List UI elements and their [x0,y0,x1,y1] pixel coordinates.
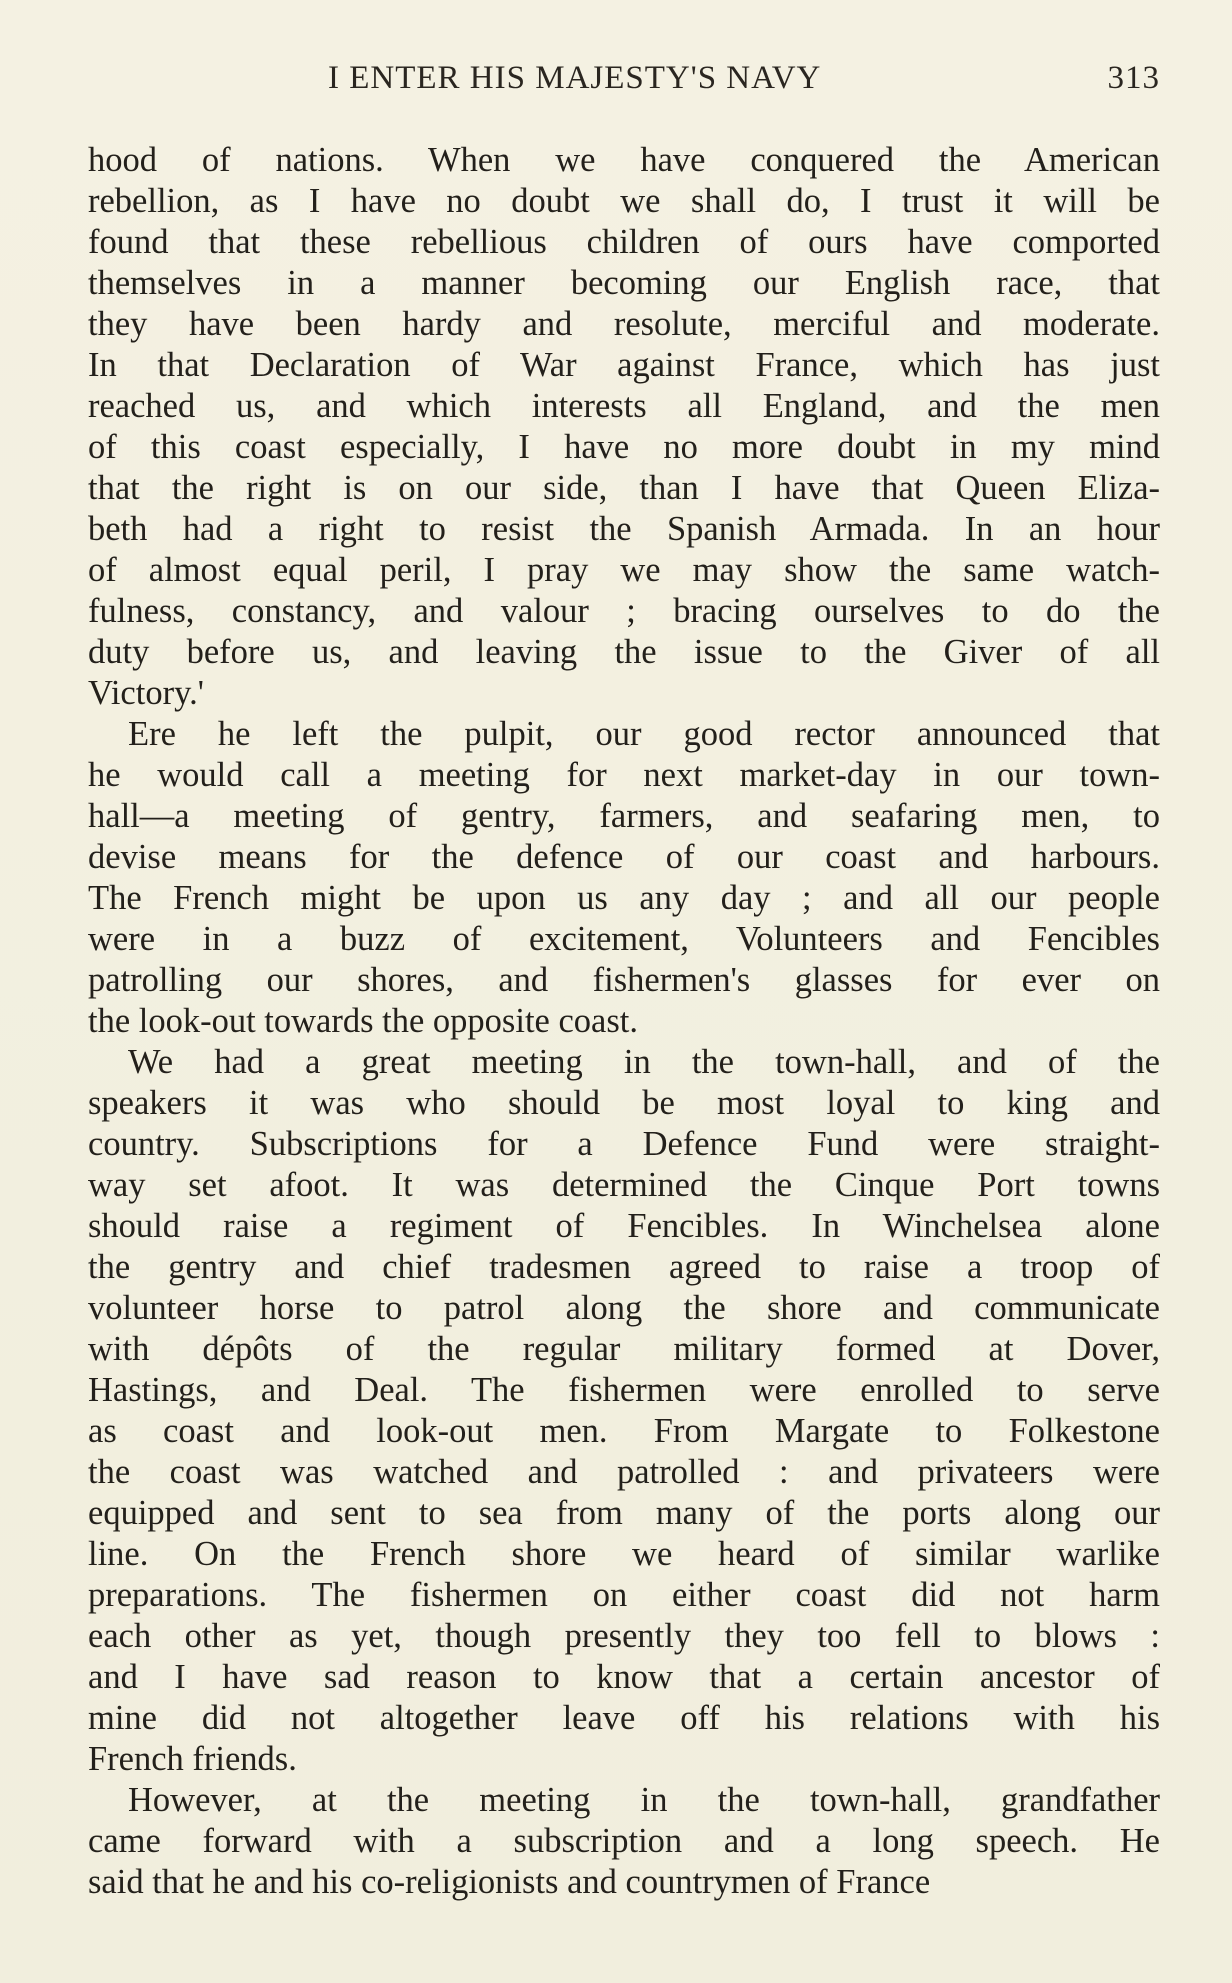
text-line: volunteer horse to patrol along the shore and communicate [88,1289,1160,1327]
page-number: 313 [1107,60,1160,96]
text-line: of this coast especially, I have no more doubt in my mind [88,428,1160,466]
paragraph [88,1780,1160,1903]
text-line: French friends. [88,1740,297,1778]
paragraph [88,140,1160,714]
text-line: reached us, and which interests all England, and the men [88,387,1160,425]
text-line: said that he and his co-religionists and countrymen of France [88,1863,931,1901]
text-line: fulness, constancy, and valour ; bracing ourselves to do the [88,592,1160,630]
text-line: mine did not altogether leave off his relations with his [88,1699,1160,1737]
text-line: were in a buzz of excitement, Volunteers and Fencibles [88,920,1160,958]
text-line: should raise a regiment of Fencibles. In Winchelsea alone [88,1207,1160,1245]
text-line: The French might be upon us any day ; and all our people [88,879,1160,917]
text-line: rebellion, as I have no doubt we shall do, I trust it will be [88,182,1160,220]
text-line: as coast and look-out men. From Margate to Folkestone [88,1412,1160,1450]
text-line: found that these rebellious children of ours have comported [88,223,1160,261]
text-line: the gentry and chief tradesmen agreed to raise a troop of [88,1248,1160,1286]
text-line: that the right is on our side, than I have that Queen Eliza- [88,469,1160,507]
text-line: However, at the meeting in the town-hall, grandfather [128,1781,1160,1819]
text-line: equipped and sent to sea from many of the ports along our [88,1494,1160,1532]
running-head [88,60,1160,104]
text-line: duty before us, and leaving the issue to the Giver of all [88,633,1160,671]
text-line: patrolling our shores, and fishermen's glasses for ever on [88,961,1160,999]
text-line: themselves in a manner becoming our English race, that [88,264,1160,302]
text-line: of almost equal peril, I pray we may show the same watch- [88,551,1160,589]
text-line: line. On the French shore we heard of similar warlike [88,1535,1160,1573]
text-line: came forward with a subscription and a long speech. He [88,1822,1160,1860]
text-line: beth had a right to resist the Spanish Armada. In an hour [88,510,1160,548]
text-line: Victory.' [88,674,204,712]
text-line: the look-out towards the opposite coast. [88,1002,638,1040]
text-line: they have been hardy and resolute, merciful and moderate. [88,305,1160,343]
paragraph [88,1042,1160,1780]
text-line: each other as yet, though presently they too fell to blows : [88,1617,1160,1655]
text-line: hood of nations. When we have conquered the American [88,141,1160,179]
text-line: way set afoot. It was determined the Cinque Port towns [88,1166,1160,1204]
text-line: with dépôts of the regular military formed at Dover, [88,1330,1160,1368]
text-line: preparations. The fishermen on either coast did not harm [88,1576,1160,1614]
text-line: the coast was watched and patrolled : and privateers were [88,1453,1160,1491]
text-line: and I have sad reason to know that a certain ancestor of [88,1658,1160,1696]
text-line: In that Declaration of War against France, which has just [88,346,1160,384]
paragraph [88,714,1160,1042]
text-line: country. Subscriptions for a Defence Fund were straight- [88,1125,1160,1163]
text-line: speakers it was who should be most loyal to king and [88,1084,1160,1122]
text-line: he would call a meeting for next market-day in our town- [88,756,1160,794]
text-line: Hastings, and Deal. The fishermen were enrolled to serve [88,1371,1160,1409]
text-line: Ere he left the pulpit, our good rector announced that [128,715,1160,753]
text-line: hall—a meeting of gentry, farmers, and seafaring men, to [88,797,1160,835]
running-title: I ENTER HIS MAJESTY'S NAVY [328,60,822,96]
body-text [88,140,1160,1903]
text-line: We had a great meeting in the town-hall, and of the [128,1043,1160,1081]
text-line: devise means for the defence of our coast and harbours. [88,838,1160,876]
